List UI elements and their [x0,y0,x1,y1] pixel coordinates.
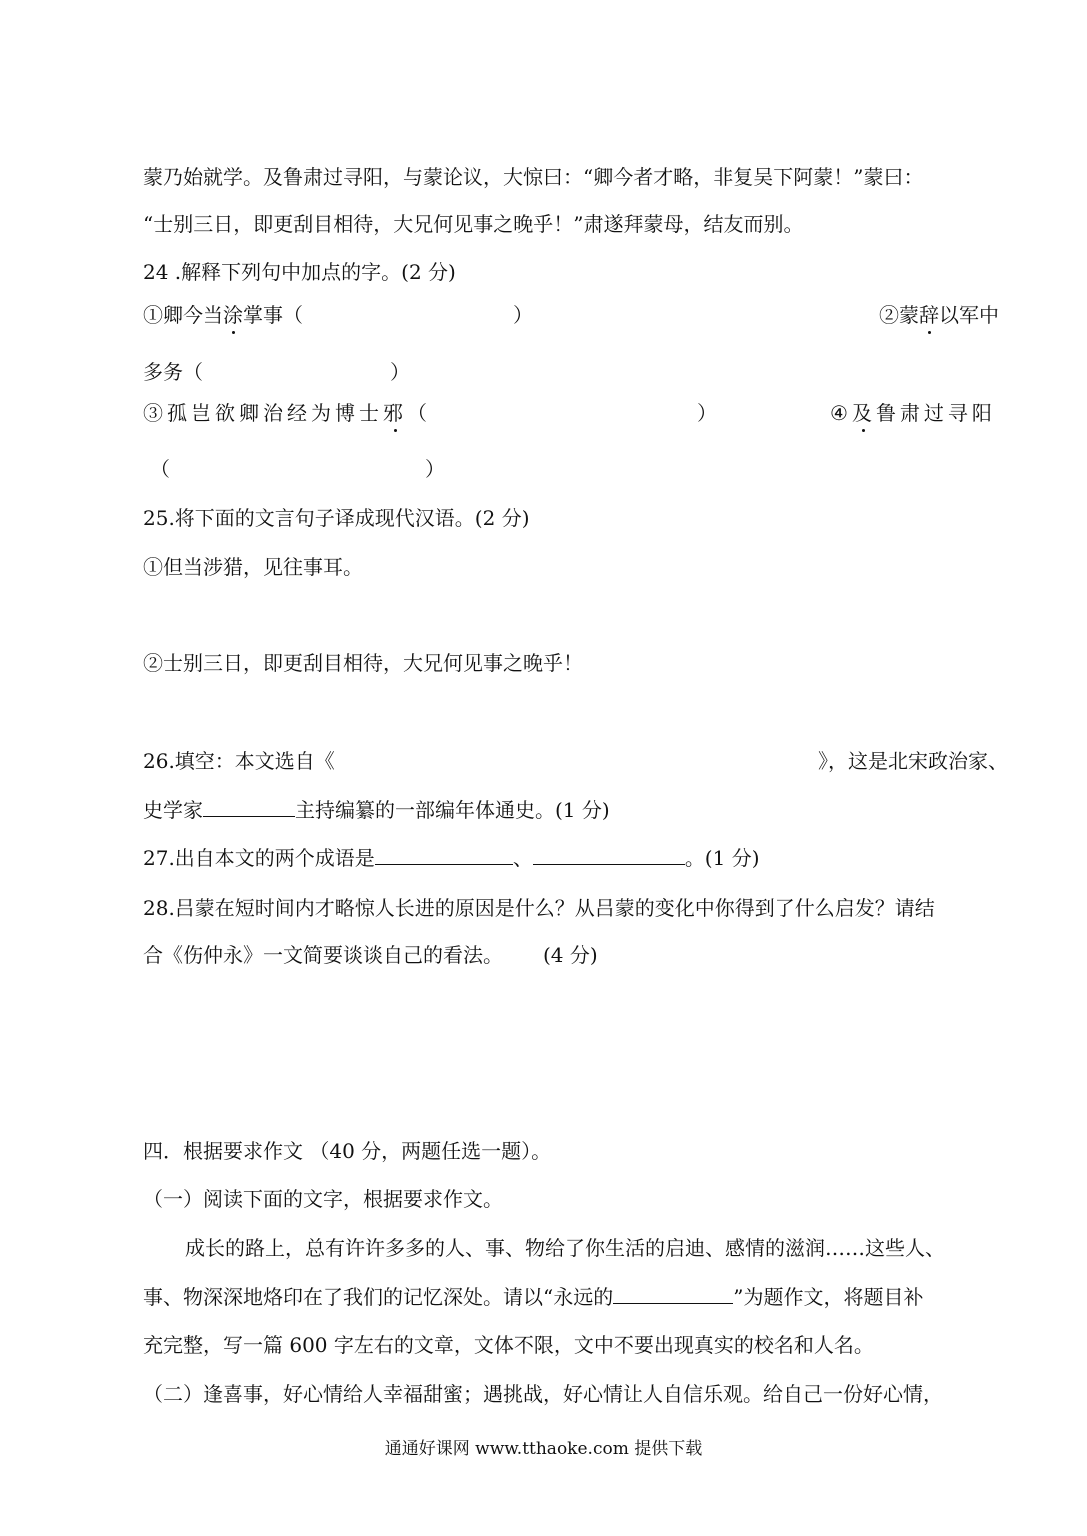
q24-item-2-cont: 多务（ [143,360,203,384]
dotted-char: 及 [851,401,876,425]
essay-heading: 四．根据要求作文 （40 分，两题任选一题）。 [143,1139,552,1163]
essay-prompt-line-1: 成长的路上，总有许许多多的人、事、物给了你生活的启迪、感情的滋润……这些人、 [185,1236,945,1260]
q26-line-1-end: 》，这是北宋政治家、 [818,749,1008,773]
q28-line-1: 28.吕蒙在短时间内才略惊人长进的原因是什么？从吕蒙的变化中你得到了什么启发？请结 [143,896,935,920]
q25-sentence-1: ①但当涉猎，见往事耳。 [143,555,363,579]
q24-item-3-close: ） [697,401,717,425]
dotted-char: 辞 [919,303,939,327]
title-blank[interactable] [613,1285,733,1304]
q25-title: 25.将下面的文言句子译成现代汉语。(2 分) [143,506,530,530]
fill-blank[interactable] [203,798,295,817]
q24-item-3: ③孤岂欲卿治经为博士邪（ [143,401,431,425]
passage-line-1: 蒙乃始就学。及鲁肃过寻阳，与蒙论议，大惊曰：“卿今者才略，非复吴下阿蒙！”蒙曰： [143,165,924,189]
essay-prompt-line-2: 事、物深深地烙印在了我们的记忆深处。请以“永远的 ”为题作文，将题目补 [143,1285,924,1309]
q27: 27.出自本文的两个成语是 、 。(1 分) [143,846,760,870]
q26-line-1: 26.填空：本文选自《 [143,749,335,773]
q24-item-4: ④及鲁肃过寻阳 [830,401,996,425]
q24-item-4-open: （ [150,457,170,481]
q24-item-1-close: ） [513,303,533,327]
passage-line-2: “士别三日，即更刮目相待，大兄何见事之晚乎！”肃遂拜蒙母，结友而别。 [143,212,804,236]
q24-item-1: ①卿今当涂掌事（ [143,303,303,327]
q24-item-2: ②蒙辞以军中 [879,303,999,327]
essay-part-2: （二）逢喜事，好心情给人幸福甜蜜；遇挑战，好心情让人自信乐观。给自己一份好心情， [143,1382,943,1406]
q24-title: 24 .解释下列句中加点的字。(2 分) [143,260,456,284]
footer-source: 通通好课网 www.tthaoke.com 提供下载 [384,1439,703,1459]
q24-item-2-close: ） [390,360,410,384]
dotted-char: 邪 [383,401,407,425]
essay-prompt-line-3: 充完整，写一篇 600 字左右的文章，文体不限，文中不要出现真实的校名和人名。 [143,1333,874,1357]
fill-blank[interactable] [533,846,685,865]
dotted-char: 涂 [223,303,243,327]
fill-blank[interactable] [375,846,513,865]
essay-part-1: （一）阅读下面的文字，根据要求作文。 [143,1187,503,1211]
q28-line-2: 合《伤仲永》一文简要谈谈自己的看法。 (4 分) [143,943,598,967]
q24-item-4-close: ） [425,457,445,481]
q26-line-2: 史学家 主持编纂的一部编年体通史。(1 分) [143,798,610,822]
q25-sentence-2: ②士别三日，即更刮目相待，大兄何见事之晚乎！ [143,651,583,675]
